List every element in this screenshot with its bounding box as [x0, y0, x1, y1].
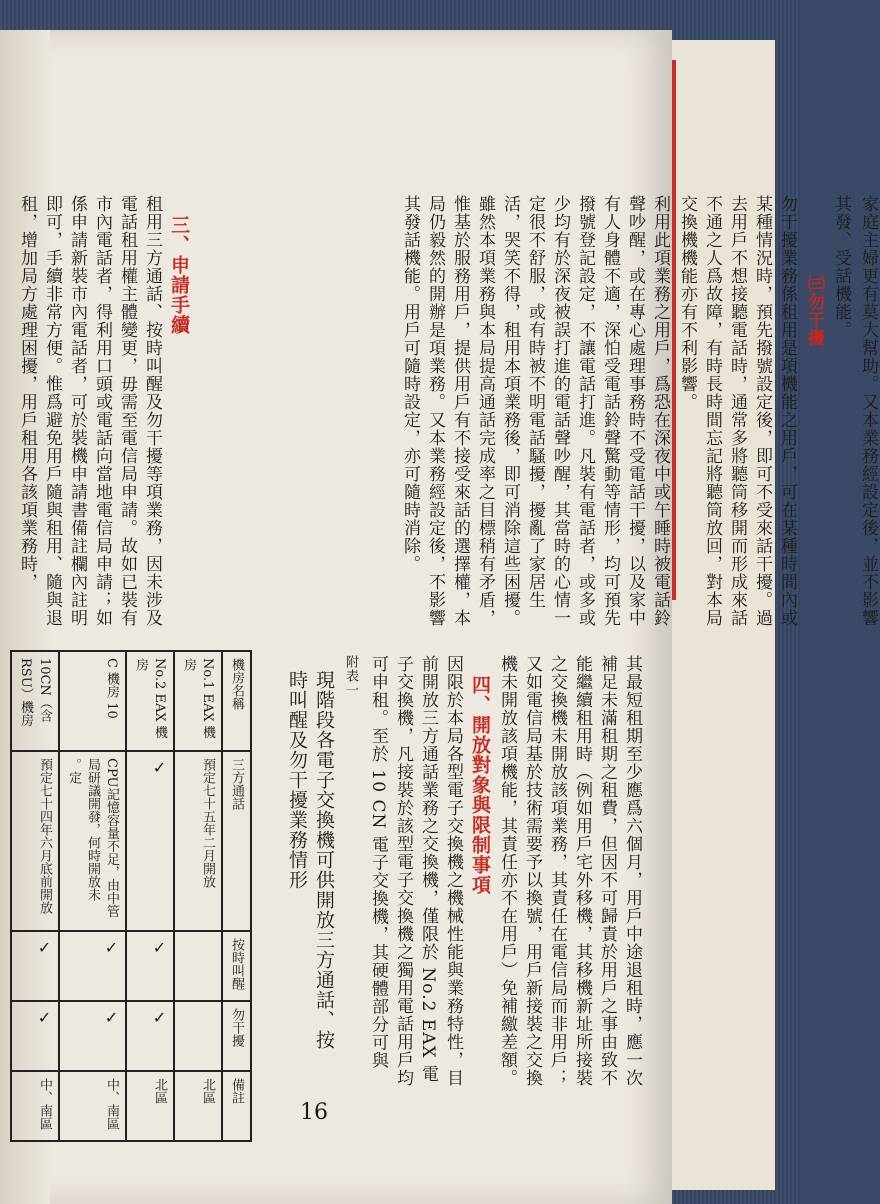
table-header-label: 機房名稱	[222, 651, 251, 751]
page-number: 16	[300, 1100, 328, 1125]
table-row	[11, 931, 251, 1001]
table-row	[11, 751, 251, 931]
check-cell: ✓	[126, 751, 174, 931]
appendix-title: 現階段各電子交換機可供開放三方通話、按	[313, 670, 335, 1050]
check-cell: ✓	[126, 1001, 174, 1071]
table-cell	[174, 1001, 222, 1071]
paragraph: 因限於本局各型電子交換機之機械性能與業務特性，目前開放三方通話業務之交換機，僅限於 No.2 EAX 電子交換機，凡接裝於該型電子交換機之獨用電話用戶均可申租。至於 10 CN 電子交換機，其硬體部分可與	[368, 655, 463, 1087]
text-line: 其發、受話機能。	[831, 195, 851, 339]
row-label: 勿干擾	[222, 1001, 251, 1071]
upper-right-text	[395, 195, 880, 635]
check-cell: ✓	[59, 931, 126, 1001]
table-cell: CPU記憶容量不足，由中管局研議開發，何時開放未定。	[59, 751, 126, 931]
row-label: 備註	[222, 1071, 251, 1141]
table-cell: 中、南區	[59, 1071, 126, 1141]
table-header: 10CN（含RSU）機房	[11, 651, 59, 751]
table-cell: 中、南區	[11, 1071, 59, 1141]
table-cell: 北區	[126, 1071, 174, 1141]
appendix-label: 附表一	[343, 655, 358, 697]
check-cell: ✓	[126, 931, 174, 1001]
section-heading: 三、申請手續	[168, 215, 190, 335]
table-header: 10 C 機房	[59, 651, 126, 751]
paragraph: 利用此項業務之用戶，爲恐在深夜中或午睡時被電話鈴聲吵醒，或在專心處理事務時不受電話干擾，以及家中有人身體不適，深怕受電話鈴聲驚動等情形，均可預先撥號登記設定，不讓電話打進。凡裝有電話者，或多或少均有於深夜被誤打進的電話聲吵醒，其當時的心情一定很不舒服，或有時被不明電話騷擾，擾亂了家居生活，哭笑不得，租用本項業務後，即可消除這些困擾。雖然本項業務與本局提高通話完成率之目標稍有矛盾，惟基於服務用戶，提供用戶有不接受來話的選擇權，本局仍毅然的開辦是項業務。又本業務經設定後，不影響其發話機能。用戶可隨時設定，亦可隨時消除。	[400, 195, 670, 627]
table-cell: 預定七十四年六月底前開放	[11, 751, 59, 931]
appendix-table	[10, 650, 252, 1142]
check-cell: ✓	[59, 1001, 126, 1071]
appendix-title: 時叫醒及勿干擾業務情形	[286, 670, 308, 890]
sub-heading: ㈢勿干擾	[804, 275, 824, 347]
table-header: No.2 EAX 機房	[126, 651, 174, 751]
table-row	[11, 1071, 251, 1141]
row-label: 按時叫醒	[222, 931, 251, 1001]
table-row	[11, 1001, 251, 1071]
row-label: 三方通話	[222, 751, 251, 931]
upper-left-text	[12, 195, 191, 635]
text-line: 家庭主婦更有莫大幫助。又本業務經設定後，並不影響	[858, 195, 878, 627]
paragraph: 勿干擾業務係租用是項機能之用戶，可在某種時間內或某種情況時，預先撥號設定後，即可不受來話干擾。過去用戶不想接聽電話時，通常多將聽筒移開而形成來話不通之人爲故障，有時長時間忘記將聽筒放回，對本局交換機機能亦有不利影響。	[677, 195, 797, 627]
table-header: No.1 EAX 機房	[174, 651, 222, 751]
section-heading: 四、開放對象與限制事項	[469, 675, 491, 895]
paragraph: 其最短租期至少應爲六個月，用戶中途退租時，應一次補足未滿租期之租費，但因不可歸責於用戶之事由致不能繼續租用時（例如用戶宅外移機，其移機新址所接裝之交換機未開放該項業務，其責任在電信局而非用戶；又如電信局基於技術需要予以換號，用戶新接裝之交換機未開放該項機能，其責任亦不在用戶）免補繳差額。	[497, 655, 642, 1087]
paragraph: 租用三方通話、按時叫醒及勿干擾等項業務，因未涉及電話租用權主體變更，毋需至電信局申請。故如已裝有市內電話者，得利用口頭或電話向當地電信局申請；如係申請新裝市內電話者，可於裝機申請書備註欄內註明即可，手續非常方便。惟爲避免用戶隨與租用、隨與退租，增加局方處理困擾，用戶租用各該項業務時，	[17, 195, 162, 627]
check-cell: ✓	[11, 1001, 59, 1071]
table-cell: 北區	[174, 1071, 222, 1141]
table-cell	[174, 931, 222, 1001]
table-cell: 預定七十五年二月開放	[174, 751, 222, 931]
lower-right-text	[282, 655, 644, 1095]
check-cell: ✓	[11, 931, 59, 1001]
